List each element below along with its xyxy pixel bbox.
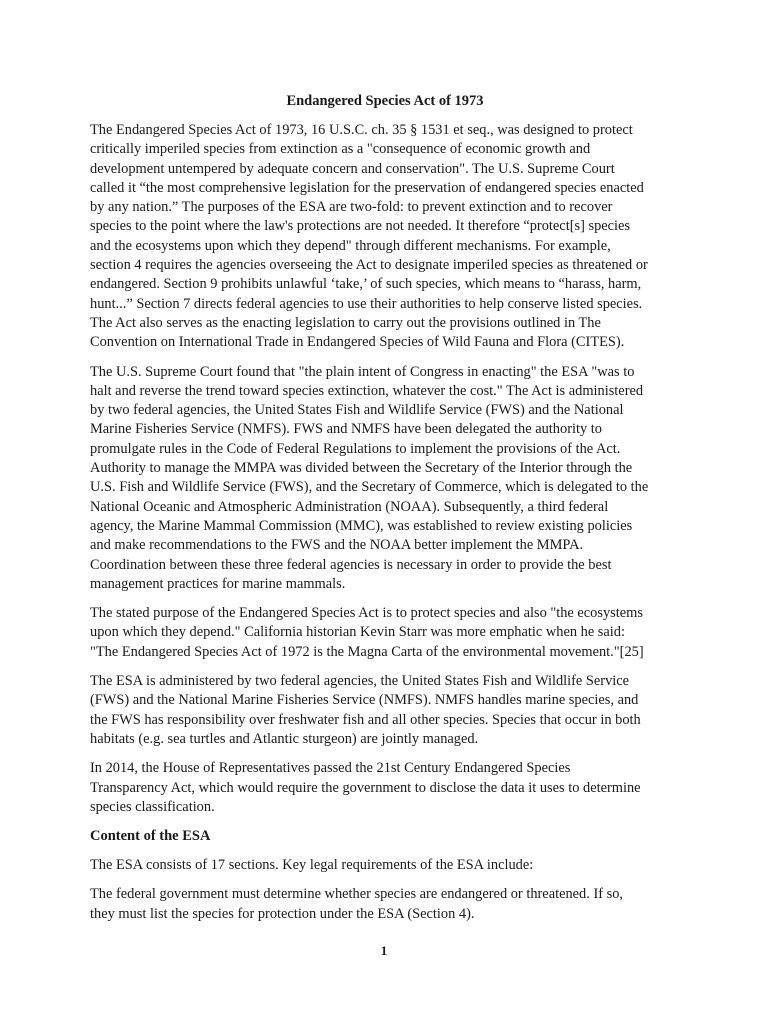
text-line: halt and reverse the trend toward species extinction, whatever the cost." The Act is administered bbox=[90, 382, 644, 399]
text-line: by two federal agencies, the United States Fish and Wildlife Service (FWS) and the National bbox=[90, 402, 624, 419]
paragraph bbox=[90, 885, 680, 924]
paragraph bbox=[90, 672, 680, 749]
text-line: called it “the most comprehensive legislation for the preservation of endangered species enacted bbox=[90, 179, 644, 196]
text-line: species classification. bbox=[90, 798, 215, 815]
text-line: and make recommendations to the FWS and the NOAA better implement the MMPA. bbox=[90, 537, 584, 554]
text-line: The ESA is administered by two federal agencies, the United States Fish and Wildlife Service bbox=[90, 673, 630, 690]
text-line: management practices for marine mammals. bbox=[90, 575, 346, 592]
text-line: The ESA consists of 17 sections. Key legal requirements of the ESA include: bbox=[90, 857, 534, 874]
text-line: The Endangered Species Act of 1973, 16 U.S.C. ch. 35 § 1531 et seq., was designed to protect bbox=[90, 122, 633, 138]
text-line: (FWS) and the National Marine Fisheries Service (NMFS). NMFS handles marine species, and bbox=[90, 692, 639, 709]
text-line: "The Endangered Species Act of 1972 is the Magna Carta of the environmental movement."[25] bbox=[90, 643, 644, 660]
document-page bbox=[90, 92, 680, 934]
text-line: by any nation.” The purposes of the ESA are two-fold: to prevent extinction and to recover bbox=[90, 199, 613, 216]
body-paragraphs bbox=[90, 121, 680, 817]
text-line: section 4 requires the agencies overseeing the Act to designate imperiled species as threatened or bbox=[90, 257, 648, 274]
text-line: endangered. Section 9 prohibits unlawful ‘take,’ of such species, which means to “harass, harm, bbox=[90, 276, 642, 293]
paragraph bbox=[90, 363, 680, 595]
text-line: National Oceanic and Atmospheric Administration (NOAA). Subsequently, a third federal bbox=[90, 498, 609, 515]
text-line: The Act also serves as the enacting legislation to carry out the provisions outlined in The bbox=[90, 314, 601, 331]
paragraph bbox=[90, 121, 680, 353]
text-line: promulgate rules in the Code of Federal Regulations to implement the provisions of the Act. bbox=[90, 440, 621, 457]
text-line: species to the point where the law's protections are not needed. It therefore “protect[s] species bbox=[90, 218, 631, 235]
text-line: critically imperiled species from extinction as a "consequence of economic growth and bbox=[90, 141, 591, 158]
section-heading: Content of the ESA bbox=[90, 828, 211, 845]
text-line: In 2014, the House of Representatives passed the 21st Century Endangered Species bbox=[90, 760, 571, 777]
text-line: Convention on International Trade in Endangered Species of Wild Fauna and Flora (CITES). bbox=[90, 334, 625, 351]
text-line: The federal government must determine whether species are endangered or threatened. If so, bbox=[90, 886, 624, 903]
section-paragraphs bbox=[90, 856, 680, 924]
text-line: development untempered by adequate concern and conservation". The U.S. Supreme Court bbox=[90, 160, 615, 177]
text-line: agency, the Marine Mammal Commission (MMC), was established to review existing policies bbox=[90, 517, 633, 534]
text-line: Authority to manage the MMPA was divided between the Secretary of the Interior through the bbox=[90, 460, 633, 477]
text-line: Coordination between these three federal agencies is necessary in order to provide the best bbox=[90, 556, 612, 573]
text-line: habitats (e.g. sea turtles and Atlantic sturgeon) are jointly managed. bbox=[90, 730, 479, 747]
text-line: The stated purpose of the Endangered Species Act is to protect species and also "the ecosystems bbox=[90, 605, 643, 622]
text-line: upon which they depend." California historian Kevin Starr was more emphatic when he said: bbox=[90, 624, 625, 641]
paragraph bbox=[90, 856, 680, 875]
text-line: hunt...” Section 7 directs federal agencies to use their authorities to help conserve listed species. bbox=[90, 295, 643, 312]
text-line: Marine Fisheries Service (NMFS). FWS and NMFS have been delegated the authority to bbox=[90, 421, 602, 438]
text-line: and the ecosystems upon which they depend" through different mechanisms. For example, bbox=[90, 237, 611, 254]
text-line: the FWS has responsibility over freshwater fish and all other species. Species that occur in both bbox=[90, 711, 641, 728]
page-number: 1 bbox=[380, 943, 388, 958]
text-line: The U.S. Supreme Court found that "the plain intent of Congress in enacting" the ESA "was to bbox=[90, 363, 635, 380]
paragraph bbox=[90, 759, 680, 817]
document-title: Endangered Species Act of 1973 bbox=[286, 93, 484, 109]
text-line: they must list the species for protection under the ESA (Section 4). bbox=[90, 905, 475, 922]
text-line: Transparency Act, which would require the government to disclose the data it uses to determine bbox=[90, 779, 641, 796]
paragraph bbox=[90, 604, 680, 662]
text-line: U.S. Fish and Wildlife Service (FWS), and the Secretary of Commerce, which is delegated to the bbox=[90, 479, 649, 496]
